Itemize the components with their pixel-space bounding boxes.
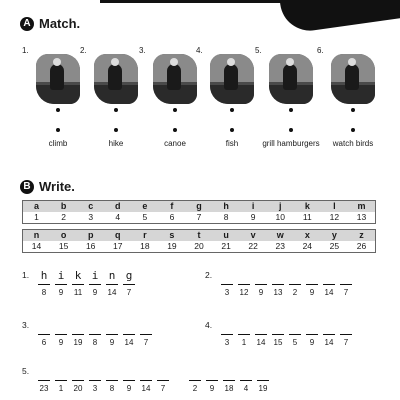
- answer-letter: n: [108, 269, 116, 282]
- code-clue: 9: [58, 288, 64, 297]
- answer-slot[interactable]: [289, 320, 301, 347]
- answer-slot[interactable]: [55, 320, 67, 347]
- code-clue: 7: [343, 338, 349, 347]
- code-clue: 14: [107, 288, 117, 297]
- answer-slot[interactable]: [221, 270, 233, 297]
- section-b-badge: B: [20, 180, 34, 194]
- code-clue: 9: [109, 338, 115, 347]
- code-clue: 8: [41, 288, 47, 297]
- activity-label: hike: [108, 139, 124, 148]
- code-letter: g: [196, 201, 202, 211]
- code-letter: s: [169, 230, 175, 240]
- code-letter: c: [88, 201, 94, 211]
- match-dot-word[interactable]: [173, 128, 177, 132]
- answer-slot[interactable]: [340, 270, 352, 297]
- match-number: 6.: [317, 46, 324, 55]
- code-number: 23: [275, 241, 285, 251]
- code-clue: 9: [92, 288, 98, 297]
- code-number: 26: [356, 241, 367, 251]
- code-number: 22: [248, 241, 258, 251]
- answer-letter: h: [40, 269, 48, 282]
- code-clue: 19: [73, 338, 83, 347]
- activity-picture: [153, 54, 197, 104]
- code-clue: 14: [141, 384, 151, 393]
- answer-slot[interactable]: [123, 270, 135, 297]
- answer-slot[interactable]: [123, 320, 135, 347]
- match-dot-picture[interactable]: [230, 108, 234, 112]
- code-number: 8: [223, 212, 229, 222]
- exercise-number: 2.: [205, 270, 213, 280]
- activity-picture: [269, 54, 313, 104]
- code-clue: 9: [126, 384, 132, 393]
- code-clue: 3: [224, 288, 230, 297]
- activity-label: watch birds: [332, 139, 374, 148]
- code-number: 15: [58, 241, 69, 251]
- answer-slot[interactable]: [238, 270, 250, 297]
- code-number: 16: [85, 241, 96, 251]
- match-item: [255, 46, 320, 166]
- answer-slot[interactable]: [240, 366, 252, 393]
- code-clue: 9: [258, 288, 264, 297]
- section-a-badge: A: [20, 17, 34, 31]
- answer-slot[interactable]: [306, 270, 318, 297]
- code-clue: 3: [92, 384, 98, 393]
- code-clue: 5: [292, 338, 298, 347]
- answer-slot[interactable]: [140, 320, 152, 347]
- activity-label: grill hamburgers: [262, 139, 320, 148]
- code-clue: 1: [58, 384, 64, 393]
- match-item: [22, 46, 82, 166]
- answer-slot[interactable]: [289, 270, 301, 297]
- code-number: 11: [302, 212, 312, 222]
- answer-slot[interactable]: [189, 366, 201, 393]
- answer-slot[interactable]: [55, 270, 67, 297]
- match-item: [196, 46, 256, 166]
- answer-slot[interactable]: [272, 320, 284, 347]
- match-number: 1.: [22, 46, 29, 55]
- answer-slot[interactable]: [255, 320, 267, 347]
- exercise-number: 1.: [22, 270, 30, 280]
- match-dot-picture[interactable]: [173, 108, 177, 112]
- code-letter: a: [34, 201, 40, 211]
- section-b-title: Write.: [39, 179, 75, 194]
- match-number: 4.: [196, 46, 203, 55]
- activity-picture: [94, 54, 138, 104]
- code-number: 13: [356, 212, 367, 222]
- code-clue: 14: [324, 288, 334, 297]
- code-letter: y: [331, 230, 337, 240]
- code-number: 12: [329, 212, 340, 222]
- code-clue: 20: [73, 384, 83, 393]
- code-number: 5: [142, 212, 148, 222]
- code-clue: 13: [273, 288, 283, 297]
- match-dot-picture[interactable]: [289, 108, 293, 112]
- answer-slot[interactable]: [38, 320, 50, 347]
- code-clue: 19: [258, 384, 268, 393]
- answer-slot[interactable]: [255, 270, 267, 297]
- code-clue: 9: [309, 338, 315, 347]
- answer-slot[interactable]: [272, 270, 284, 297]
- code-clue: 14: [324, 338, 334, 347]
- code-letter: n: [33, 230, 40, 240]
- code-number: 19: [167, 241, 177, 251]
- activity-label: fish: [225, 139, 239, 148]
- code-letter: z: [359, 230, 364, 240]
- match-number: 3.: [139, 46, 146, 55]
- code-number: 21: [221, 241, 231, 251]
- code-clue: 23: [39, 384, 49, 393]
- code-letter: w: [276, 230, 284, 240]
- code-clue: 9: [209, 384, 215, 393]
- match-dot-word[interactable]: [56, 128, 60, 132]
- answer-slot[interactable]: [223, 366, 235, 393]
- code-clue: 4: [243, 384, 249, 393]
- answer-slot[interactable]: [38, 270, 50, 297]
- code-letter: q: [115, 230, 121, 240]
- code-letter: o: [60, 230, 67, 240]
- code-number: 25: [329, 241, 340, 251]
- answer-letter: g: [125, 269, 133, 282]
- code-letter: p: [87, 230, 94, 240]
- answer-slot[interactable]: [106, 366, 118, 393]
- code-letter: r: [143, 230, 147, 240]
- code-number: 2: [61, 212, 66, 222]
- code-clue: 8: [109, 384, 115, 393]
- answer-slot[interactable]: [89, 366, 101, 393]
- code-letter: m: [357, 201, 366, 211]
- activity-picture: [36, 54, 80, 104]
- code-letter: u: [223, 230, 229, 240]
- code-number: 6: [169, 212, 175, 222]
- code-clue: 15: [273, 338, 283, 347]
- code-letter: l: [333, 201, 336, 211]
- code-clue: 2: [192, 384, 198, 393]
- answer-slot[interactable]: [89, 270, 101, 297]
- answer-slot[interactable]: [72, 366, 84, 393]
- match-dot-word[interactable]: [351, 128, 355, 132]
- code-number: 14: [31, 241, 42, 251]
- answer-slot[interactable]: [323, 270, 335, 297]
- answer-slot[interactable]: [72, 270, 84, 297]
- code-letter: k: [304, 201, 310, 211]
- match-number: 2.: [80, 46, 87, 55]
- code-number: 3: [88, 212, 94, 222]
- answer-slot[interactable]: [340, 320, 352, 347]
- code-clue: 9: [58, 338, 64, 347]
- code-clue: 18: [224, 384, 234, 393]
- section-a-header: [20, 16, 80, 31]
- code-clue: 7: [143, 338, 149, 347]
- match-item: [80, 46, 140, 166]
- match-item: [139, 46, 199, 166]
- code-letter: e: [142, 201, 148, 211]
- code-number: 1: [34, 212, 39, 222]
- answer-slot[interactable]: [106, 320, 118, 347]
- code-number: 4: [115, 212, 121, 222]
- code-number: 18: [140, 241, 150, 251]
- answer-slot[interactable]: [72, 320, 84, 347]
- match-item: [317, 46, 377, 166]
- answer-slot[interactable]: [55, 366, 67, 393]
- answer-slot[interactable]: [306, 320, 318, 347]
- code-clue: 7: [126, 288, 132, 297]
- code-clue: 8: [92, 338, 98, 347]
- match-number: 5.: [255, 46, 262, 55]
- exercise-number: 5.: [22, 366, 30, 376]
- answer-letter: i: [91, 269, 99, 282]
- code-letter: t: [197, 230, 201, 240]
- section-a-title: Match.: [39, 16, 81, 31]
- code-letter: i: [251, 201, 255, 211]
- code-letter: d: [115, 201, 121, 211]
- code-letter: j: [278, 201, 282, 211]
- code-clue: 1: [241, 338, 247, 347]
- answer-slot[interactable]: [206, 366, 218, 393]
- code-clue: 6: [41, 338, 47, 347]
- activity-label: climb: [48, 139, 68, 148]
- match-dot-picture[interactable]: [351, 108, 355, 112]
- answer-slot[interactable]: [238, 320, 250, 347]
- code-letter: f: [170, 201, 174, 211]
- code-number: 10: [275, 212, 285, 222]
- match-dot-picture[interactable]: [56, 108, 60, 112]
- activity-picture: [331, 54, 375, 104]
- code-clue: 14: [256, 338, 266, 347]
- answer-letter: k: [74, 269, 82, 282]
- exercise-number: 4.: [205, 320, 213, 330]
- activity-picture: [210, 54, 254, 104]
- answer-slot[interactable]: [323, 320, 335, 347]
- match-dot-word[interactable]: [289, 128, 293, 132]
- code-number: 20: [194, 241, 204, 251]
- code-grid-row-n-z: [22, 229, 376, 253]
- code-number: 24: [302, 241, 313, 251]
- answer-letter: i: [57, 269, 65, 282]
- activity-label: canoe: [164, 139, 186, 148]
- code-number: 9: [250, 212, 256, 222]
- code-clue: 11: [73, 288, 83, 297]
- code-clue: 14: [124, 338, 134, 347]
- answer-slot[interactable]: [221, 320, 233, 347]
- code-number: 17: [113, 241, 123, 251]
- match-dot-word[interactable]: [114, 128, 118, 132]
- code-clue: 2: [292, 288, 298, 297]
- match-dot-picture[interactable]: [114, 108, 118, 112]
- code-letter: b: [60, 201, 67, 211]
- code-number: 7: [196, 212, 202, 222]
- code-letter: h: [223, 201, 229, 211]
- match-dot-word[interactable]: [230, 128, 234, 132]
- answer-slot[interactable]: [140, 366, 152, 393]
- answer-slot[interactable]: [38, 366, 50, 393]
- exercise-number: 3.: [22, 320, 30, 330]
- answer-slot[interactable]: [106, 270, 118, 297]
- code-clue: 3: [224, 338, 230, 347]
- answer-slot[interactable]: [257, 366, 269, 393]
- code-grid-row-a-m: [22, 200, 376, 224]
- answer-slot[interactable]: [89, 320, 101, 347]
- answer-slot[interactable]: [157, 366, 169, 393]
- section-b-header: [20, 179, 75, 194]
- code-clue: 9: [309, 288, 315, 297]
- code-clue: 12: [239, 288, 249, 297]
- answer-slot[interactable]: [123, 366, 135, 393]
- code-letter: v: [250, 230, 256, 240]
- code-clue: 7: [160, 384, 166, 393]
- code-letter: x: [304, 230, 310, 240]
- code-clue: 7: [343, 288, 349, 297]
